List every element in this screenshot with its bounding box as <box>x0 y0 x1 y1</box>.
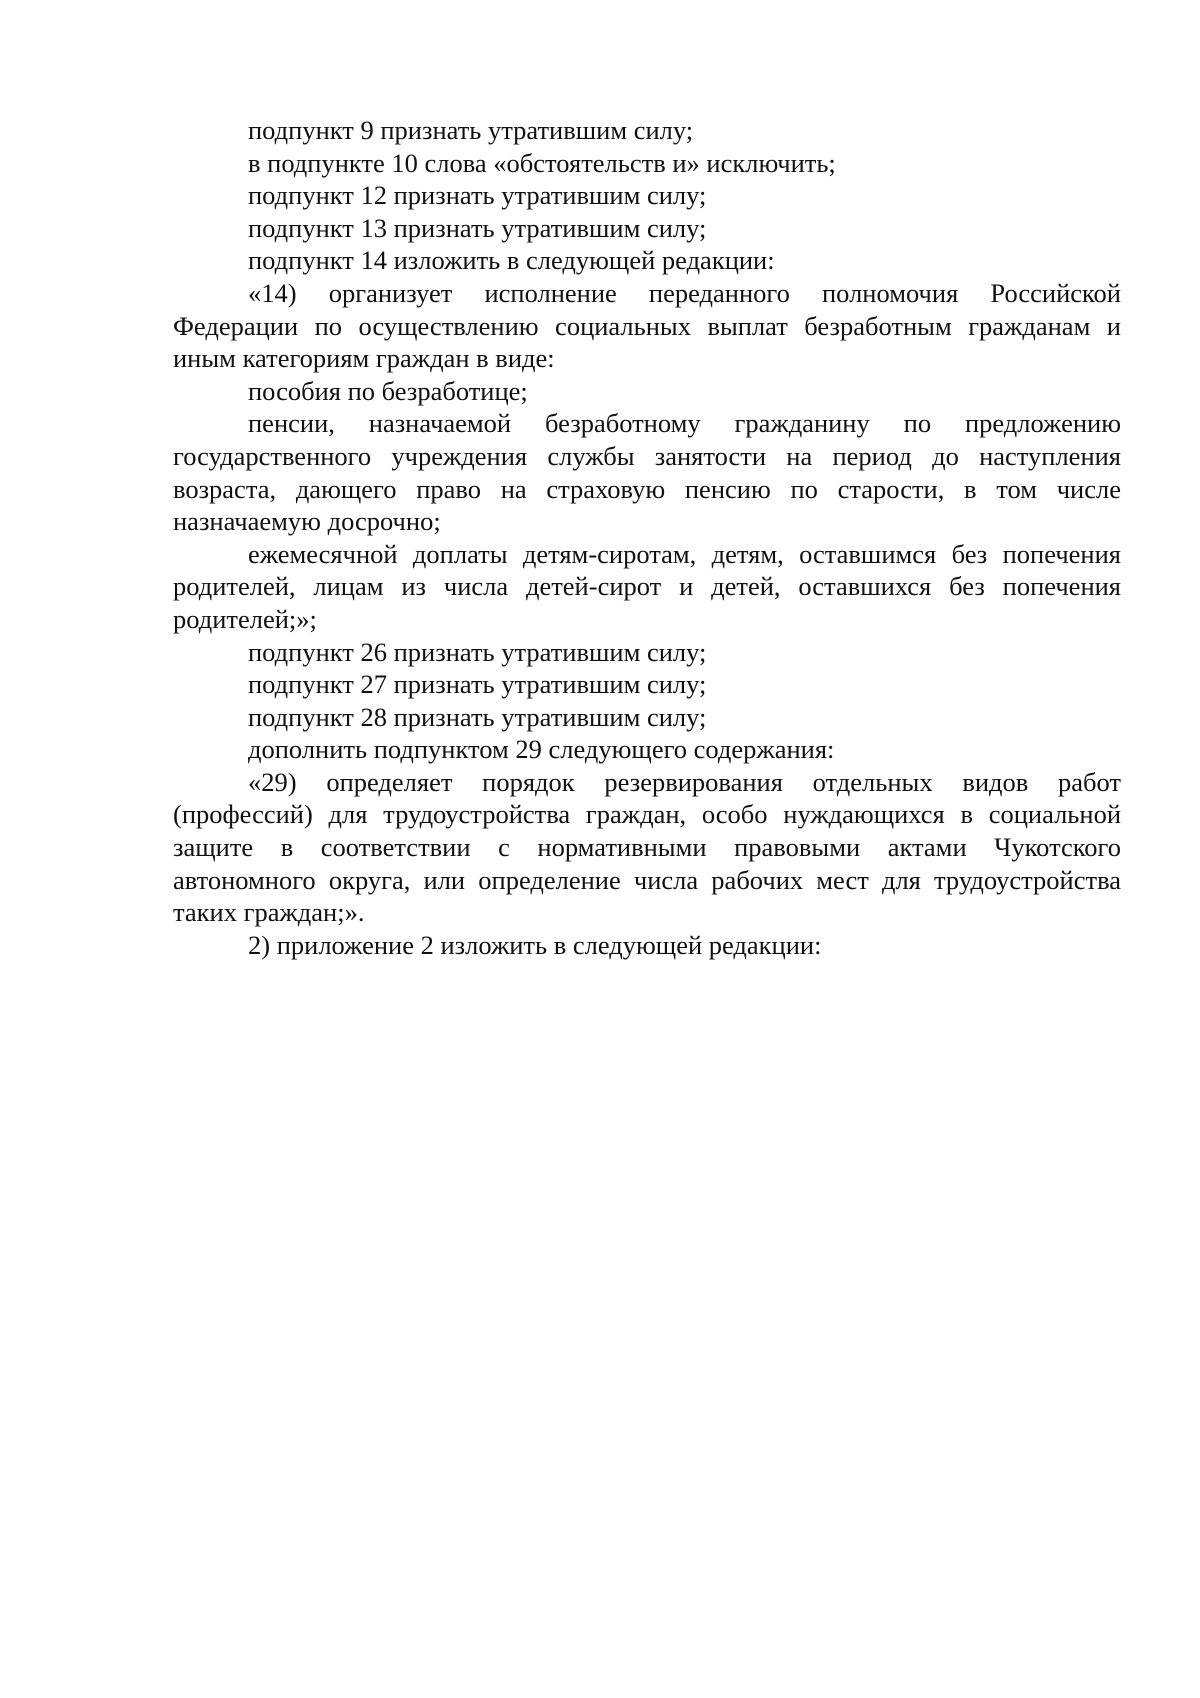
paragraph-subitem-13-repealed: подпункт 13 признать утратившим силу; <box>248 212 707 243</box>
paragraph-subitem-14-text: «14) организует исполнение переданного полномочия Российской Федерации по осуществлению социальных выплат безработным гражданам и иным категориям граждан в виде: <box>173 277 1121 374</box>
paragraph-subitem-26-repealed: подпункт 26 признать утратившим силу; <box>248 636 707 667</box>
document-body <box>173 114 1121 961</box>
paragraph-subitem-10-amend: в подпункте 10 слова «обстоятельств и» исключить; <box>248 147 836 178</box>
paragraph-subitem-28-repealed: подпункт 28 признать утратившим силу; <box>248 701 707 732</box>
paragraph-subitem-14-intro: подпункт 14 изложить в следующей редакции: <box>248 245 775 276</box>
paragraph-subitem-9-repealed: подпункт 9 признать утратившим силу; <box>248 115 694 145</box>
paragraph-subitem-27-repealed: подпункт 27 признать утратившим силу; <box>248 669 707 700</box>
paragraph-unemployment-benefit: пособия по безработице; <box>248 375 528 406</box>
paragraph-subitem-12-repealed: подпункт 12 признать утратившим силу; <box>248 180 707 211</box>
paragraph-subitem-29-text: «29) определяет порядок резервирования отдельных видов работ (профессий) для трудоустройства граждан, особо нуждающихся в социальной защите в соответствии с нормативными правовыми актами Чукотского автономного округа, или определение числа рабочих мест для трудоустройства таких граждан;». <box>173 766 1121 928</box>
paragraph-subitem-29-intro: дополнить подпунктом 29 следующего содержания: <box>248 734 835 765</box>
paragraph-appendix-2: 2) приложение 2 изложить в следующей редакции: <box>248 929 822 960</box>
paragraph-monthly-supplement: ежемесячной доплаты детям-сиротам, детям, оставшимся без попечения родителей, лицам из числа детей-сирот и детей, оставшихся без попечения родителей;»; <box>173 538 1121 634</box>
paragraph-pension: пенсии, назначаемой безработному гражданину по предложению государственного учреждения службы занятости на период до наступления возраста, дающего право на страховую пенсию по старости, в том числе назначаемую досрочно; <box>173 408 1121 537</box>
